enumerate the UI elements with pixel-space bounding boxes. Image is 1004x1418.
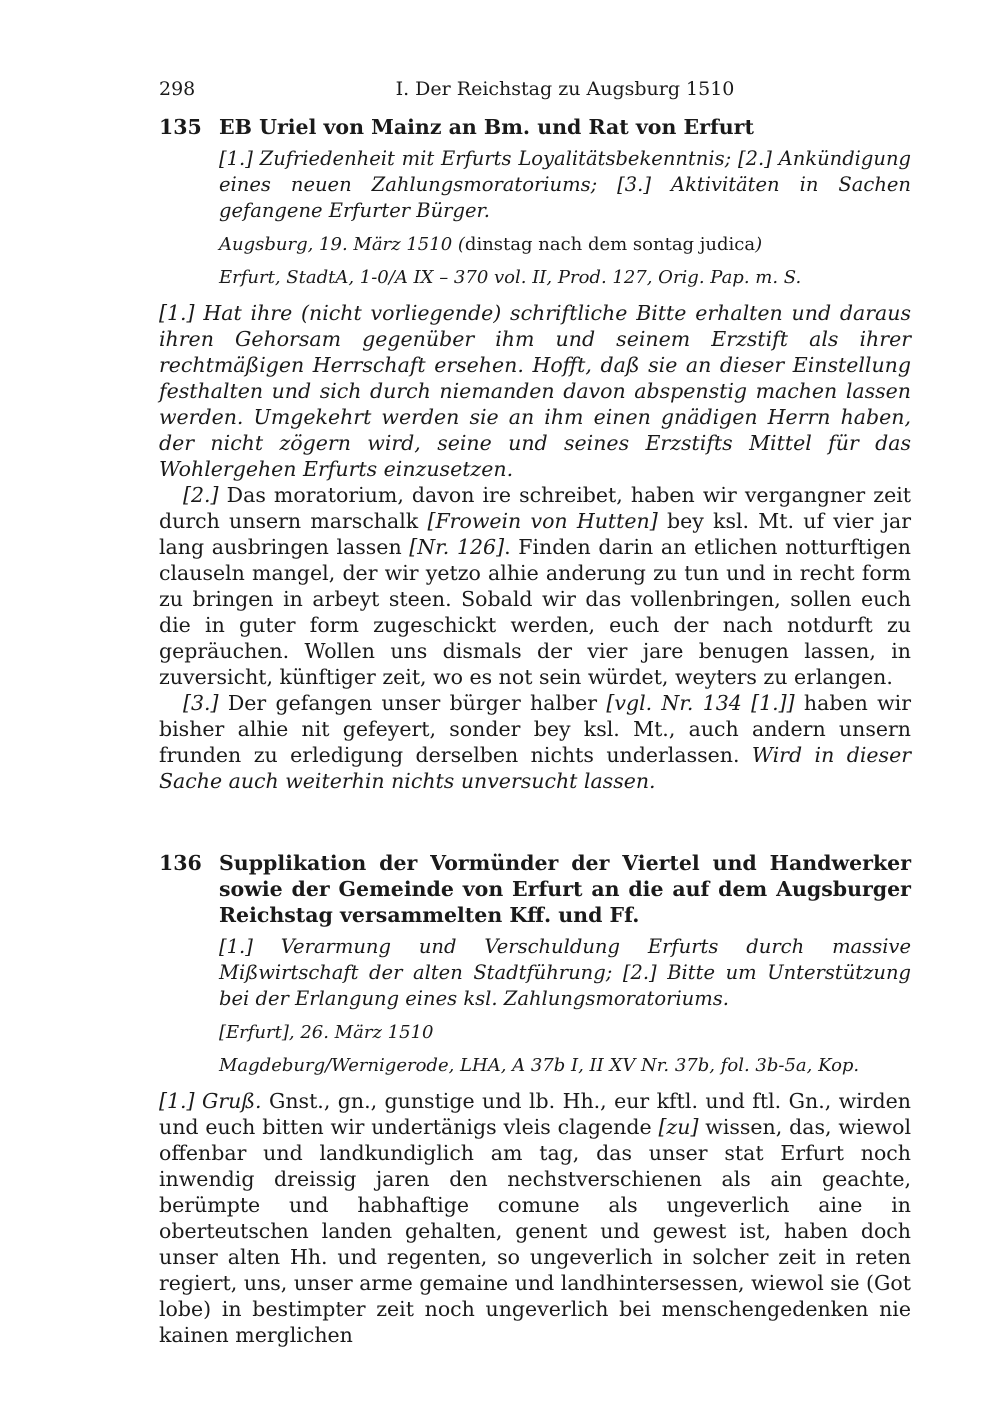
section-gap [159,794,911,846]
running-header [159,78,911,110]
doc-135-date: Augsburg, 19. März 1510 (dinstag nach dem sontag judica) [219,234,763,255]
doc-135-paragraph-1: [1.] Hat ihre (nicht vorliegende) schriftliche Bitte erhalten und daraus ihren Gehorsam gegenüber ihm und seinem Erzstift als ihrer rechtmäßigen Herrschaft ersehen. Hofft, daß sie an dieser Einstellung festhalten und sich durch niemanden davon abspenstig machen lassen werden. Umgekehrt werden sie an ihm einen gnädigen Herrn haben, der nicht zögern wird, seine und seines Erzstifts Mittel für das Wohlergehen Erfurts einzusetzen. [159,301,911,481]
doc-135-paragraph-2: [2.] Das moratorium, davon ire schreibet, haben wir vergangner zeit durch unsern marschalk [Frowein von Hutten] bey ksl. Mt. uf vier jar lang ausbringen lassen [Nr. 126]. Finden darin an etlichen notturftigen clauseln mangel, der wir yetzo alhie anderung zu tun und in recht form zu bringen in arbeyt steen. Sobald wir das vollenbringen, sollen euch die in guter form zugeschickt werden, euch der nach notdurft zu gepräuchen. Wollen uns dismals der vier jare benugen lassen, in zuversicht, künftiger zeit, wo es not sein würdet, weyters zu erlangen. [159,483,911,689]
doc-136-regest: [1.] Verarmung und Verschuldung Erfurts durch massive Mißwirtschaft der alten Stadtführung; [2.] Bitte um Unterstützung bei der Erlangung eines ksl. Zahlungsmoratoriums. [219,935,911,1010]
doc-136-paragraph-1: [1.] Gruß. Gnst., gn., gunstige und lb. Hh., eur kftl. und ftl. Gn., wirden und euch bitten wir undertänigs vleis clagende [zu] wissen, das, wiewol offenbar und landkundiglich am tag, das unser stat Erfurt noch inwendig dreissig jaren den nechstverschienen als ain geachte, berümpte und habhaftige comune als ungeverlich aine in oberteutschen landen gehalten, genent und gewest ist, haben doch unser alten Hh. und regenten, so ungeverlich in solcher zeit in reten regiert, uns, unser arme gemaine und landhintersessen, wiewol sie (Got lobe) in bestimpter zeit noch ungeverlich bei menschengedenken nie kainen merglichen [159,1089,912,1347]
doc-135-paragraph-3: [3.] Der gefangen unser bürger halber [vgl. Nr. 134 [1.]] haben wir bisher alhie nit gefeyert, sonder bey ksl. Mt., auch andern unsern frunden zu erledigung derselben nichts underlassen. Wird in dieser Sache auch weiterhin nichts unversucht lassen. [159,691,911,793]
doc-135-regest: [1.] Zufriedenheit mit Erfurts Loyalitätsbekenntnis; [2.] Ankündigung eines neuen Zahlungsmoratoriums; [3.] Aktivitäten in Sachen gefangene Erfurter Bürger. [219,147,911,222]
doc-136-date: [Erfurt], 26. März 1510 [219,1022,434,1043]
doc-135-number: 135 [159,115,202,139]
doc-136-number: 136 [159,851,202,875]
doc-136-title: Supplikation der Vormünder der Viertel und Handwerker sowie der Gemeinde von Erfurt an die auf dem Augsburger Reichstag versammelten Kff. und Ff. [219,851,911,927]
doc-135-heading [159,114,911,140]
doc-136-source: Magdeburg/Wernigerode, LHA, A 37b I, II XV Nr. 37b, fol. 3b-5a, Kop. [219,1055,860,1076]
running-title: I. Der Reichstag zu Augsburg 1510 [395,78,735,100]
doc-135-title: EB Uriel von Mainz an Bm. und Rat von Erfurt [219,115,754,139]
doc-135-source: Erfurt, StadtA, 1-0/A IX – 370 vol. II, Prod. 127, Orig. Pap. m. S. [219,267,802,288]
page [159,78,911,1348]
page-number: 298 [159,78,196,100]
doc-136-heading [159,850,911,928]
